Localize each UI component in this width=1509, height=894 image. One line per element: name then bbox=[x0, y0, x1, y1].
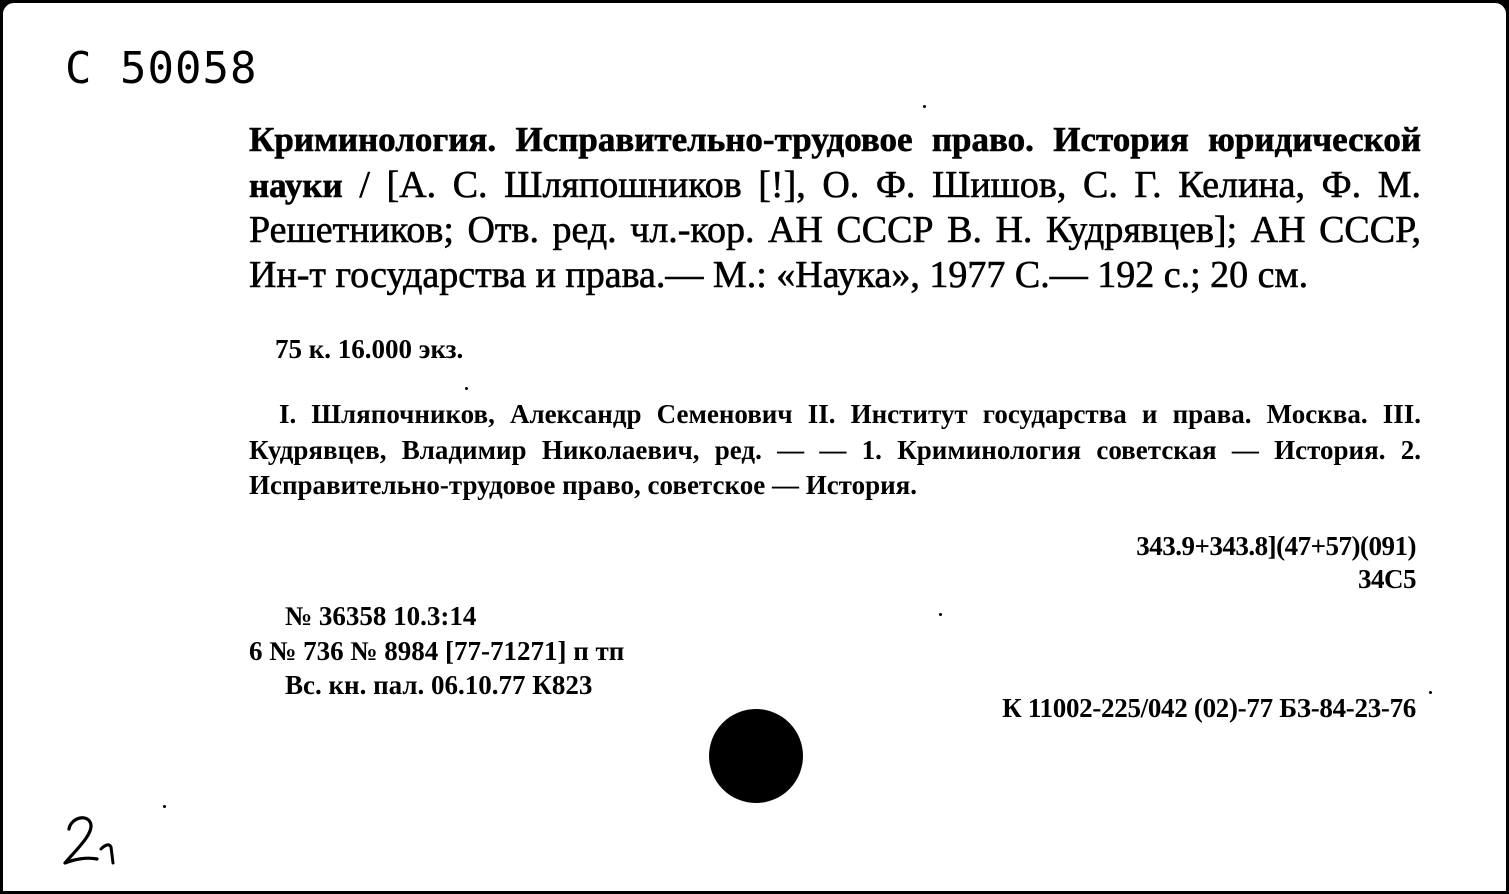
classification-block bbox=[1136, 530, 1416, 596]
handwritten-mark bbox=[61, 811, 131, 878]
tracings-text: I. Шляпочников, Александр Семенович II. Институт государства и права. Москва. III. Кудрявцев, Владимир Николаевич, ред. — — 1. Криминология советская — История. 2. Исправительно-трудовое право, советское — История. bbox=[249, 399, 1421, 500]
punch-hole bbox=[709, 709, 803, 803]
speck bbox=[1429, 691, 1432, 694]
speck bbox=[939, 613, 942, 616]
responsibility-and-imprint: / [А. С. Шляпошников [!], О. Ф. Шишов, С. Г. Келина, Ф. М. Решетников; Отв. ред. чл.-кор. АН СССР В. Н. Кудрявцев]; АН СССР, Ин-т государства и права.— М.: «Наука», 1977 С.— 192 с.; 20 см. bbox=[249, 163, 1421, 296]
speck bbox=[163, 805, 166, 808]
tech-line-3: Вс. кн. пал. 06.10.77 К823 bbox=[285, 670, 593, 700]
speck bbox=[465, 387, 468, 390]
technical-data bbox=[249, 599, 624, 703]
price-and-print-run: 75 к. 16.000 экз. bbox=[275, 334, 464, 364]
udc-index: 343.9+343.8](47+57)(091) bbox=[1136, 531, 1416, 561]
handwritten-mark-icon bbox=[61, 811, 131, 873]
tech-line-1: № 36358 10.3:14 bbox=[285, 601, 477, 631]
speck bbox=[923, 105, 926, 108]
book-title: Криминология. Исправительно-трудовое право. История юридической науки bbox=[249, 120, 1421, 205]
publisher-code: К 11002-225/042 (02)-77 БЗ-84-23-76 bbox=[1002, 693, 1416, 723]
tech-line-2: 6 № 736 № 8984 [77-71271] п тп bbox=[249, 635, 625, 666]
bibliographic-description bbox=[249, 117, 1421, 297]
catalog-number: С 50058 bbox=[65, 43, 258, 94]
bbk-index: 34С5 bbox=[1358, 564, 1416, 594]
tracings bbox=[249, 397, 1421, 504]
